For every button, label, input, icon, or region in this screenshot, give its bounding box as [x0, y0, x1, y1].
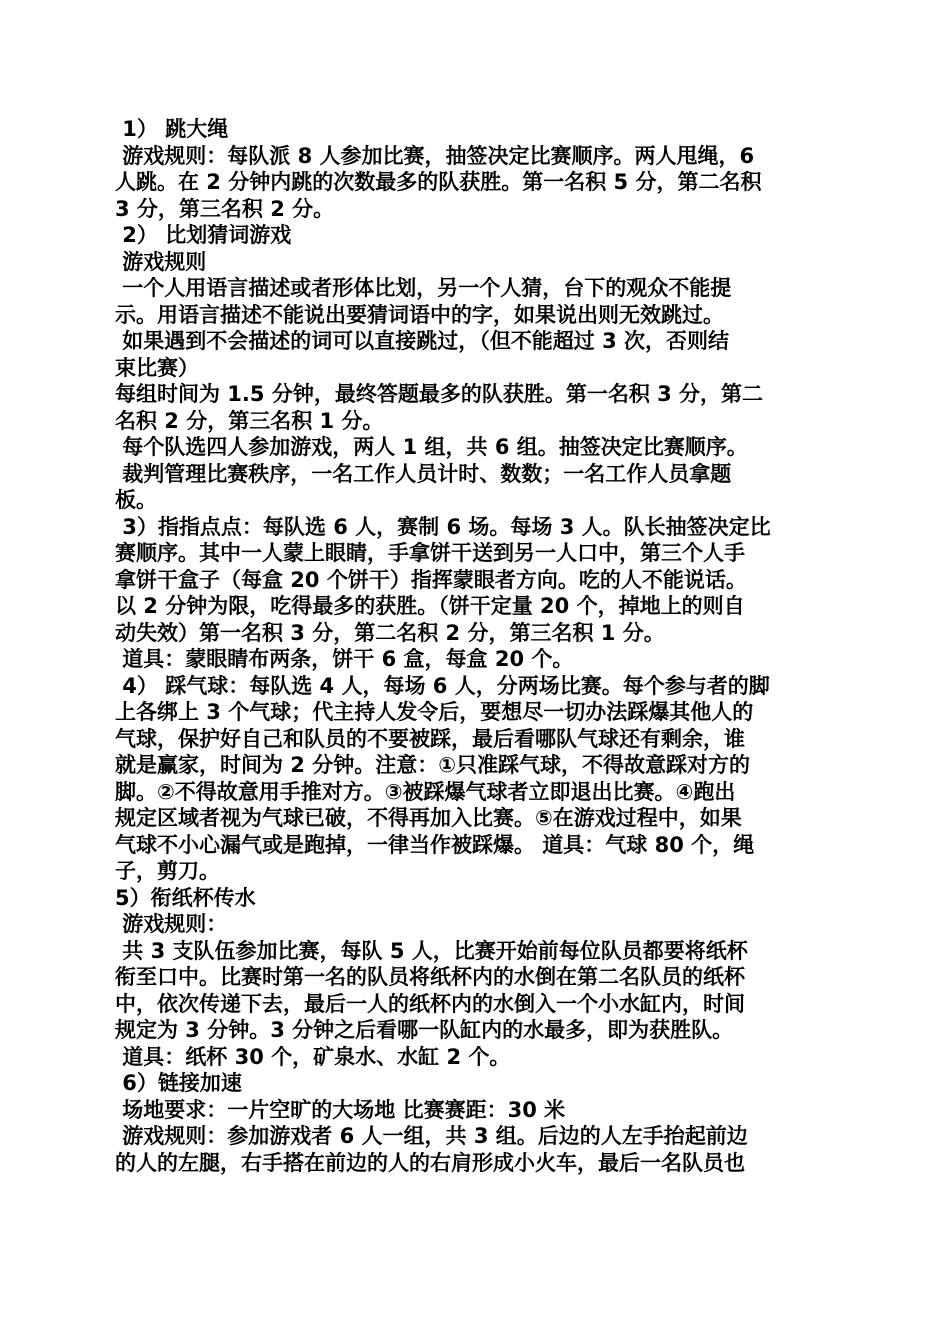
text-line: 人跳。在 2 分钟内跳的次数最多的队获胜。第一名积 5 分，第二名积: [115, 170, 762, 194]
text-line: 上各绑上 3 个气球；代主持人发令后，要想尽一切办法踩爆其他人的: [115, 700, 754, 724]
text-line: 场地要求：一片空旷的大场地 比赛赛距：30 米: [115, 1097, 566, 1122]
text-line: 1） 跳大绳: [115, 117, 229, 141]
text-line: 动失效）第一名积 3 分，第二名积 2 分，第三名积 1 分。: [115, 620, 665, 645]
text-line: 每个队选四人参加游戏，两人 1 组，共 6 组。抽签决定比赛顺序。: [115, 435, 748, 459]
text-line: 每组时间为 1.5 分钟，最终答题最多的队获胜。第一名积 3 分，第二: [115, 382, 764, 406]
text-line: 气球，保护好自己和队员的不要被踩，最后看哪队气球还有剩余，谁: [115, 726, 745, 751]
text-line: 脚。②不得故意用手推对方。③被踩爆气球者立即退出比赛。④跑出: [115, 779, 736, 804]
text-line: 规定区域者视为气球已破，不得再加入比赛。⑤在游戏过程中，如果: [115, 806, 742, 830]
text-line: 气球不小心漏气或是跑掉，一律当作被踩爆。 道具：气球 80 个，绳: [115, 832, 755, 857]
text-line: 3）指指点点：每队选 6 人，赛制 6 场。每场 3 人。队长抽签决定比: [115, 514, 771, 539]
text-line: 衔至口中。比赛时第一名的队员将纸杯内的水倒在第二名队员的纸杯: [115, 965, 745, 989]
text-line: 束比赛）: [115, 355, 199, 380]
text-line: 中，依次传递下去，最后一人的纸杯内的水倒入一个小水缸内，时间: [115, 991, 745, 1016]
text-line: 4） 踩气球：每队选 4 人，每场 6 人，分两场比赛。每个参与者的脚: [115, 673, 770, 698]
text-line: 道具：纸杯 30 个，矿泉水、水缸 2 个。: [115, 1044, 511, 1069]
text-line: 游戏规则：参加游戏者 6 人一组，共 3 组。后边的人左手抬起前边: [115, 1124, 748, 1148]
text-line: 5）衔纸杯传水: [115, 885, 256, 910]
text-line: 就是赢家，时间为 2 分钟。注意：①只准踩气球，不得故意踩对方的: [115, 753, 751, 777]
text-line: 一个人用语言描述或者形体比划，另一个人猜，台下的观众不能提: [115, 276, 732, 300]
text-line: 示。用语言描述不能说出要猜词语中的字，如果说出则无效跳过。: [115, 302, 724, 327]
text-line: 的人的左腿，右手搭在前边的人的右肩形成小火车，最后一名队员也: [115, 1150, 745, 1175]
text-line: 子，剪刀。: [115, 859, 220, 883]
text-line: 6）链接加速: [115, 1071, 242, 1095]
document-body: [115, 116, 837, 1176]
text-line: 赛顺序。其中一人蒙上眼睛，手拿饼干送到另一人口中，第三个人手: [115, 541, 745, 565]
text-line: 2） 比划猜词游戏: [115, 223, 292, 247]
text-line: 名积 2 分，第三名积 1 分。: [115, 408, 384, 433]
text-line: 板。: [115, 488, 157, 512]
text-line: 游戏规则：: [115, 912, 228, 936]
text-line: 裁判管理比赛秩序，一名工作人员计时、数数；一名工作人员拿题: [115, 461, 732, 486]
text-line: 游戏规则：每队派 8 人参加比赛，抽签决定比赛顺序。两人甩绳，6: [115, 143, 755, 168]
text-line: 游戏规则: [115, 249, 207, 274]
text-line: 3 分，第三名积 2 分。: [115, 196, 335, 221]
text-line: 规定为 3 分钟。3 分钟之后看哪一队缸内的水最多，即为获胜队。: [115, 1018, 734, 1042]
text-line: 道具：蒙眼睛布两条，饼干 6 盒，每盒 20 个。: [115, 647, 574, 671]
text-line: 共 3 支队伍参加比赛，每队 5 人，比赛开始前每位队员都要将纸杯: [115, 938, 748, 963]
text-line: 拿饼干盒子（每盒 20 个饼干）指挥蒙眼者方向。吃的人不能说话。: [115, 567, 747, 592]
text-line: 如果遇到不会描述的词可以直接跳过，（但不能超过 3 次，否则结: [115, 329, 730, 353]
text-line: 以 2 分钟为限，吃得最多的获胜。（饼干定量 20 个，掉地上的则自: [115, 594, 745, 618]
